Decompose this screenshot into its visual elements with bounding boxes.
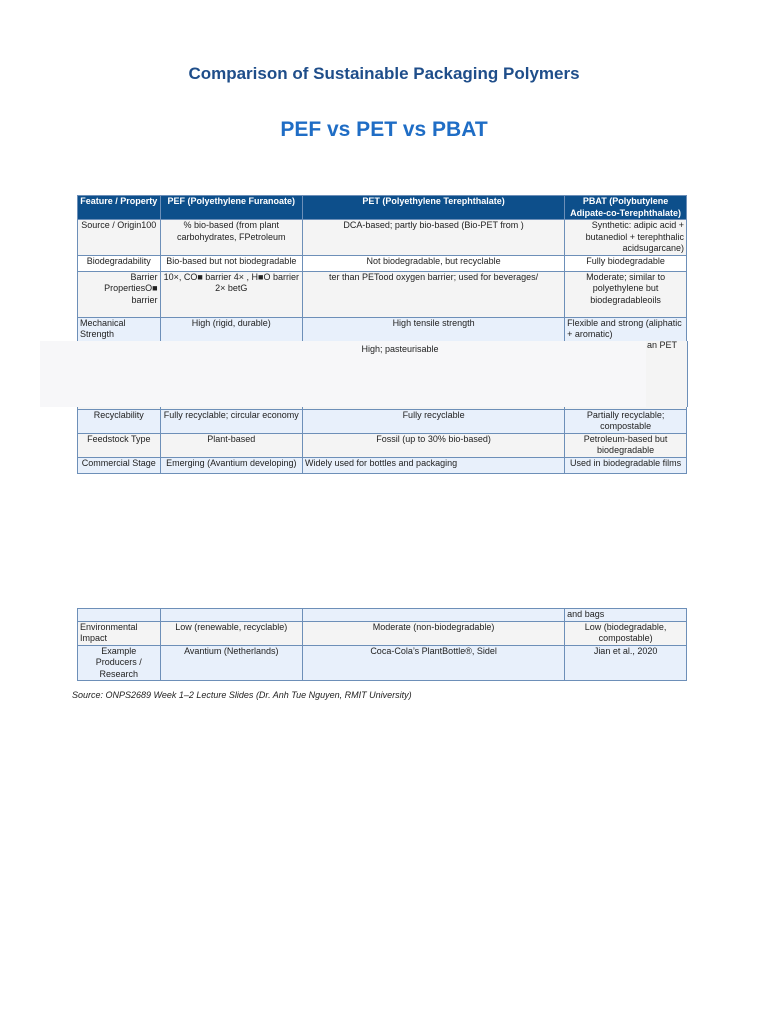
cell-feature: Biodegradability <box>78 255 161 271</box>
header-pet: PET (Polyethylene Terephthalate) <box>303 196 565 220</box>
table-row <box>78 457 687 473</box>
comparison-table-continued <box>77 608 687 681</box>
cell-pbat: Partially recyclable; compostable <box>565 409 687 433</box>
table-row <box>78 220 687 256</box>
cell-pet: DCA-based; partly bio-based (Bio-PET from ) <box>303 220 565 256</box>
overlay-text: High; pasteurisable <box>361 344 439 354</box>
cell-pet: ter than PETood oxygen barrier; used for beverages/ <box>303 271 565 317</box>
cell-pbat: Used in biodegradable films <box>565 457 687 473</box>
cell-pet: Fully recyclable <box>303 409 565 433</box>
header-pef: PEF (Polyethylene Furanoate) <box>160 196 302 220</box>
table-row <box>78 645 687 681</box>
cell-pbat: Moderate; similar to polyethylene but biodegradableoils <box>565 271 687 317</box>
cell-pet: Moderate (non-biodegradable) <box>303 621 565 645</box>
cell-pet: Not biodegradable, but recyclable <box>303 255 565 271</box>
comparison-table <box>77 195 687 474</box>
cell-feature: Example Producers / Research <box>78 645 161 681</box>
cell-pbat: and bags <box>565 609 687 622</box>
table-row <box>78 317 687 341</box>
cell-pet: Coca-Cola’s PlantBottle®, Sidel <box>303 645 565 681</box>
cell-pef: Bio-based but not biodegradable <box>160 255 302 271</box>
cell-pet: Widely used for bottles and packaging <box>303 457 565 473</box>
document-subtitle: PEF vs PET vs PBAT <box>280 118 488 141</box>
cell-feature: Source / Origin100 <box>78 220 161 256</box>
cell-pet <box>303 609 565 622</box>
cell-pef: Plant-based <box>160 433 302 457</box>
cell-pbat: Low (biodegradable, compostable) <box>565 621 687 645</box>
cell-pbat: Flexible and strong (aliphatic + aromatic) <box>565 317 687 341</box>
table-row <box>78 271 687 317</box>
cell-feature: Environmental Impact <box>78 621 161 645</box>
cell-pet: Fossil (up to 30% bio-based) <box>303 433 565 457</box>
cell-pef: % bio-based (from plant carbohydrates, FPetroleum <box>160 220 302 256</box>
cell-pet: High tensile strength <box>303 317 565 341</box>
cell-pef: Emerging (Avantium developing) <box>160 457 302 473</box>
cell-feature <box>78 609 161 622</box>
cell-feature: Barrier PropertiesO■ barrier <box>78 271 161 317</box>
table-row <box>78 621 687 645</box>
source-citation: Source: ONPS2689 Week 1–2 Lecture Slides (Dr. Anh Tue Nguyen, RMIT University) <box>72 690 412 700</box>
table-header-row <box>78 196 687 220</box>
document-title: Comparison of Sustainable Packaging Polymers <box>188 64 580 83</box>
cell-pbat: Jian et al., 2020 <box>565 645 687 681</box>
cell-pbat: Fully biodegradable <box>565 255 687 271</box>
cell-pef: Fully recyclable; circular economy <box>160 409 302 433</box>
header-feature: Feature / Property <box>78 196 161 220</box>
table-row <box>78 609 687 622</box>
cell-pbat: Petroleum-based but biodegradable <box>565 433 687 457</box>
header-pbat: PBAT (Polybutylene Adipate-co-Terephthalate) <box>565 196 687 220</box>
overlay-strip <box>646 341 688 407</box>
cell-feature: Feedstock Type <box>78 433 161 457</box>
cell-pbat: Synthetic: adipic acid + butanediol + terephthalic acidsugarcane) <box>565 220 687 256</box>
table-row <box>78 409 687 433</box>
cell-feature: Mechanical Strength <box>78 317 161 341</box>
cell-pef <box>160 609 302 622</box>
cell-feature: Commercial Stage <box>78 457 161 473</box>
cell-feature: Recyclability <box>78 409 161 433</box>
cell-pef: Low (renewable, recyclable) <box>160 621 302 645</box>
cell-pef: High (rigid, durable) <box>160 317 302 341</box>
cell-pef: 10×, CO■ barrier 4× , H■O barrier 2× betG <box>160 271 302 317</box>
table-row <box>78 433 687 457</box>
table-row <box>78 255 687 271</box>
overflow-text: an PET <box>647 340 678 350</box>
cell-pef: Avantium (Netherlands) <box>160 645 302 681</box>
